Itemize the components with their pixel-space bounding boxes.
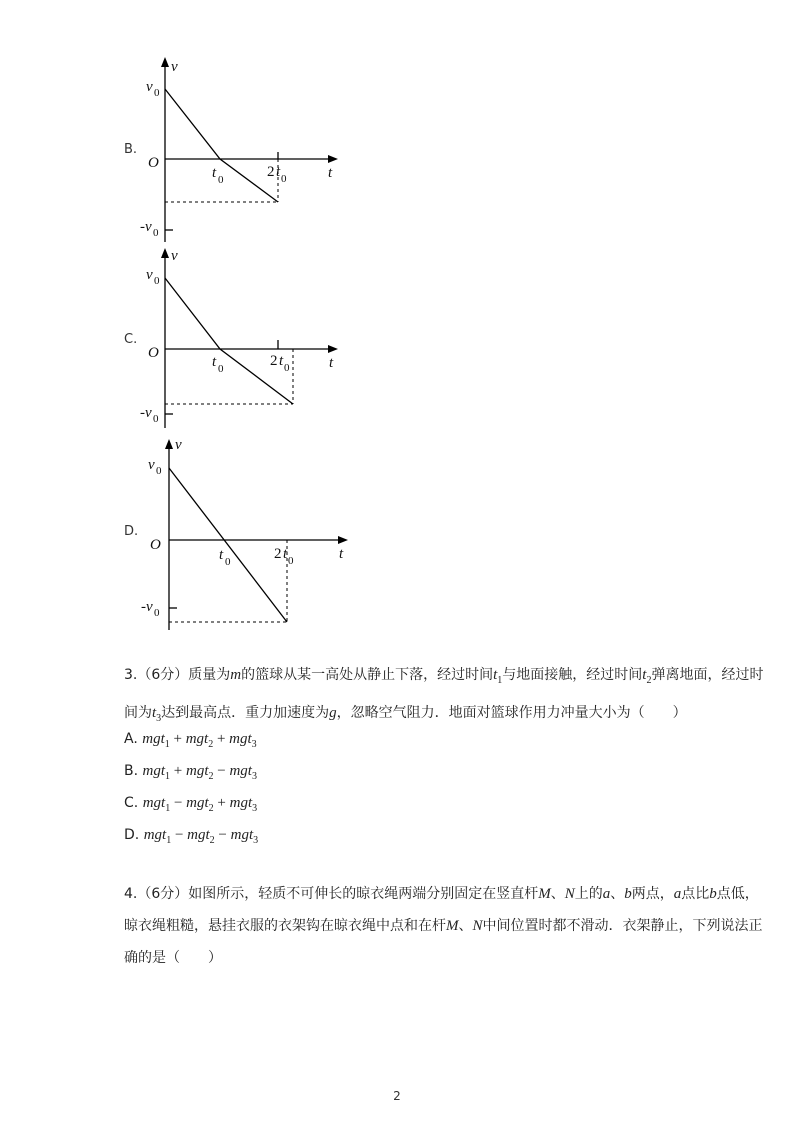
v-axis-label: v [171,248,178,264]
t-axis-arrow [328,345,338,353]
2t0-subscript: 0 [288,555,294,567]
question-4-text: 4.（6分）如图所示，轻质不可伸长的晾衣绳两端分别固定在竖直杆M、N上的a、b两点，a点比b点低，晾衣绳粗糙，悬挂衣服的衣架钩在晾衣绳中点和在杆M、N中间位置时都不滑动．衣架静止，下列说法正确的是（ ） [124,886,763,966]
2t0-subscript: 0 [284,362,290,374]
2t0-t: t [276,164,281,180]
neg-v0-label: -v [140,405,152,421]
option-b-label: B. [124,142,138,157]
var-g: g [329,705,337,721]
v-axis-arrow [161,248,169,258]
choice-a[interactable]: A. mgt$_1$ + mgt$_2$ + mgt$_3$ [124,731,257,750]
v0-subscript: 0 [154,275,160,287]
graph-c [138,243,368,438]
origin-label: O [150,537,161,553]
neg-v0-label: -v [140,219,152,235]
v-axis-label: v [171,59,178,75]
var-m: m [230,667,242,683]
t-axis-arrow [328,155,338,163]
v0-subscript: 0 [154,87,160,99]
neg-v0-subscript: 0 [153,227,159,239]
var-t1: $t_1$ [493,667,503,686]
option-d-label: D. [124,524,139,539]
2t0-t: t [283,546,288,562]
t-axis-label: t [339,546,344,562]
2t0-coef: 2 [267,164,275,180]
origin-label: O [148,345,159,361]
t-axis-label: t [328,165,333,181]
choice-b[interactable]: B. mgt$_1$ + mgt$_2$ − mgt$_3$ [124,763,257,782]
choice-c[interactable]: C. mgt$_1$ − mgt$_2$ + mgt$_3$ [124,795,258,814]
v0-label: v [148,457,155,473]
question-3-text: 3.（6分）质量为m的篮球从某一高处从静止下落，经过时间$t_1$与地面接触，经过时间$t_2$弹离地面，经过时间为$t_3$达到最高点．重力加速度为g，忽略空气阻力．地面对篮球作用力冲量大小为（ ） [124,667,764,724]
t0-subscript: 0 [218,174,224,186]
t0-label: t [212,165,217,181]
t0-label: t [219,547,224,563]
v0-label: v [146,79,153,95]
t0-subscript: 0 [218,363,224,375]
velocity-line [169,468,287,622]
page-number: 2 [393,1089,401,1103]
option-c-label: C. [124,332,138,347]
v-axis-arrow [161,57,169,67]
2t0-coef: 2 [274,546,282,562]
v0-label: v [146,267,153,283]
neg-v0-subscript: 0 [153,413,159,425]
neg-v0-label: -v [141,599,153,615]
var-t3: $t_3$ [152,705,162,724]
2t0-coef: 2 [270,353,278,369]
t-axis-arrow [338,536,348,544]
v-axis-label: v [175,437,182,453]
graph-d [138,432,368,637]
choice-d[interactable]: D. mgt$_1$ − mgt$_2$ − mgt$_3$ [124,827,259,846]
t0-label: t [212,354,217,370]
graph-b [138,52,368,252]
t-axis-label: t [329,355,334,371]
2t0-t: t [279,353,284,369]
2t0-subscript: 0 [281,173,287,185]
v-axis-arrow [165,439,173,449]
var-t2: $t_2$ [642,667,652,686]
origin-label: O [148,155,159,171]
neg-v0-subscript: 0 [154,607,160,619]
v0-subscript: 0 [156,465,162,477]
velocity-line [165,278,293,404]
t0-subscript: 0 [225,556,231,568]
